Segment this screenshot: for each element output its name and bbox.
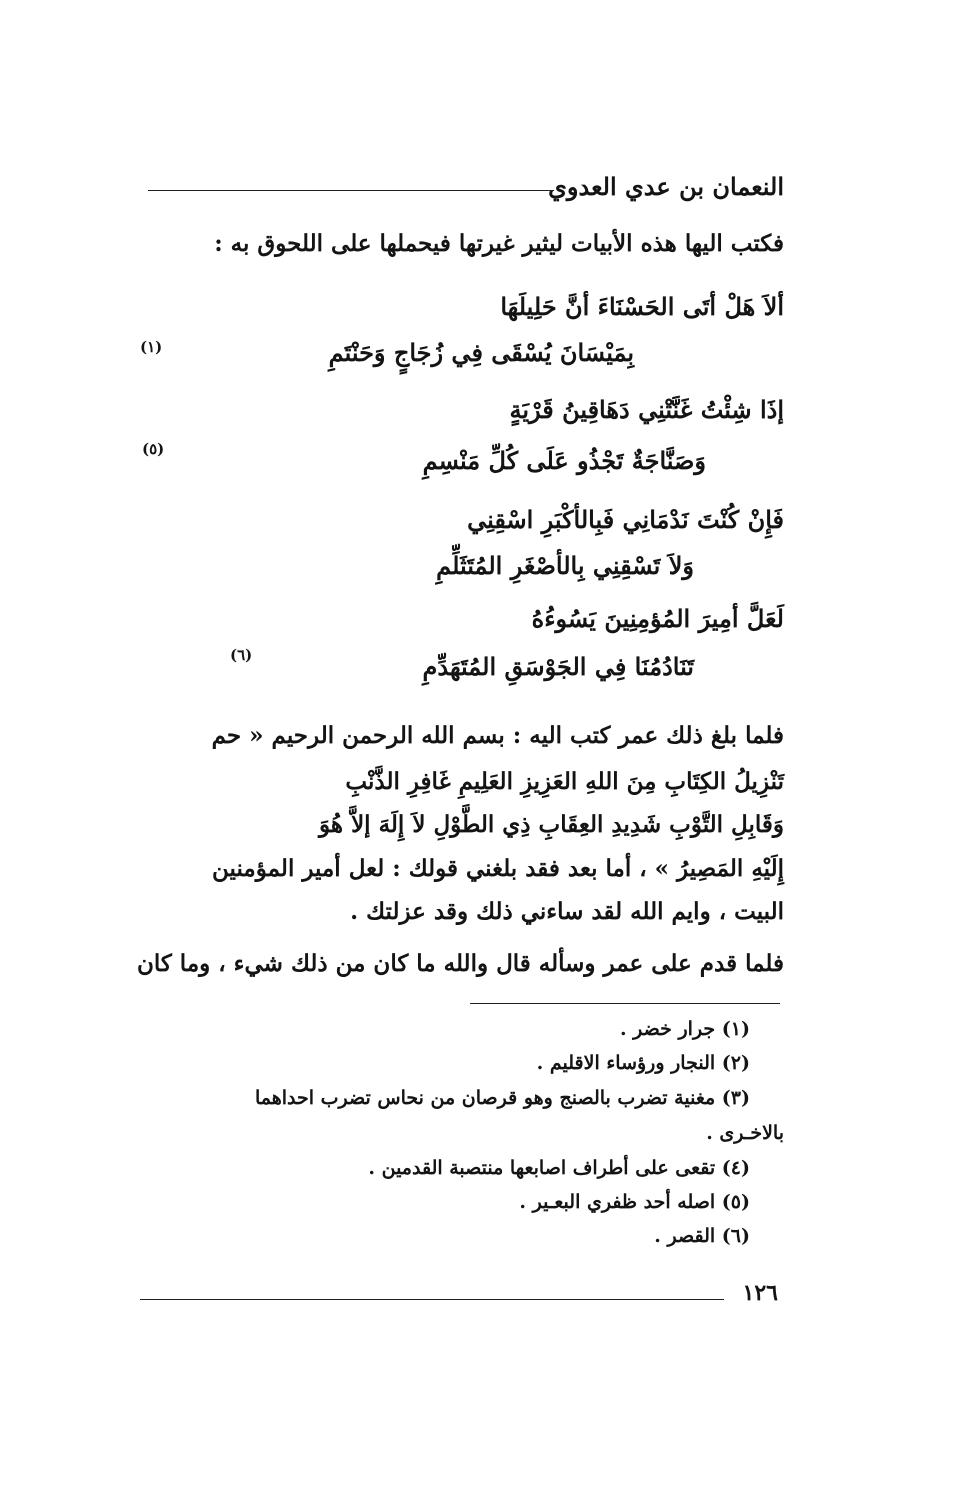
intro-line: فكتب اليها هذه الأبيات ليثير غيرتها فيحملها على اللحوق به : <box>214 230 784 257</box>
footnote-item: (٣) مغنية تضرب بالصنج وهو قرصان من نحاس تضرب احداهما <box>254 1087 750 1109</box>
footnote-item: (٤) تقعى على أطراف اصابعها منتصبة القدمين . <box>368 1157 750 1179</box>
verse-line: لَعَلَّ أمِيرَ المُؤمِنِينَ يَسُوءُهُ <box>531 604 784 633</box>
verse-line: فَإِنْ كُنْتَ نَدْمَانِي فَبِالأكْبَرِ اسْقِنِي <box>467 505 784 534</box>
footnote-ref: (٦) <box>230 646 253 664</box>
running-header <box>140 172 784 208</box>
footnote-separator <box>470 1003 780 1004</box>
page-number: ١٢٦ <box>742 1280 778 1306</box>
prose-line: فلما قدم على عمر وسأله قال والله ما كان من ذلك شيء ، وما كان <box>136 950 784 977</box>
footnote-item: (٥) اصله أحد ظفري البعـير . <box>519 1191 750 1213</box>
verse-line: بِمَيْسَانَ يُسْقَى فِي زُجَاجٍ وَحَنْتَمِ <box>328 338 634 367</box>
footnote-item: (١) جرار خضر . <box>619 1018 750 1040</box>
footnote-item: بالاخـرى . <box>706 1122 784 1144</box>
chapter-title: النعمان بن عدي العدوي <box>548 172 784 201</box>
prose-line: تَنْزِيلُ الكِتَابِ مِنَ اللهِ العَزِيزِ العَلِيمِ غَافِرِ الذَّنْبِ <box>345 768 784 795</box>
prose-line: البيت ، وايم الله لقد ساءني ذلك وقد عزلتك . <box>350 898 784 925</box>
footer-rule <box>140 1299 724 1300</box>
verse-line: إذَا شِئْتُ غَنَّتْنِي دَهَاقِينُ قَرْيَةٍ <box>509 395 784 424</box>
prose-line: إِلَيْهِ المَصِيرُ » ، أما بعد فقد بلغني قولك : لعل أمير المؤمنين <box>212 855 784 882</box>
footnote-item: (٦) القصر . <box>654 1225 750 1247</box>
verse-line: وَلاَ تَسْقِنِي بِالأصْغَرِ المُتَثَلِّمِ <box>436 551 694 580</box>
footnote-item: (٢) النجار ورؤساء الاقليم . <box>536 1052 750 1074</box>
verse-line: وَصَنَّاجَةٌ تَجْذُو عَلَى كُلِّ مَنْسِمِ <box>422 446 706 475</box>
prose-line: فلما بلغ ذلك عمر كتب اليه : بسم الله الرحمن الرحيم « حم <box>211 722 784 749</box>
header-rule <box>148 190 554 191</box>
footnote-ref: (٥) <box>142 440 165 458</box>
footnote-ref: (١) <box>140 338 163 356</box>
prose-line: وَقَابِلِ التَّوْبِ شَدِيدِ العِقَابِ ذِي الطَّوْلِ لاَ إِلَهَ إلاَّ هُوَ <box>319 811 784 838</box>
verse-line: تَنَادُمُنَا فِي الجَوْسَقِ المُتَهَدِّمِ <box>422 652 694 681</box>
verse-line: ألاَ هَلْ أتَى الحَسْنَاءَ أنَّ حَلِيلَهَا <box>500 292 784 321</box>
